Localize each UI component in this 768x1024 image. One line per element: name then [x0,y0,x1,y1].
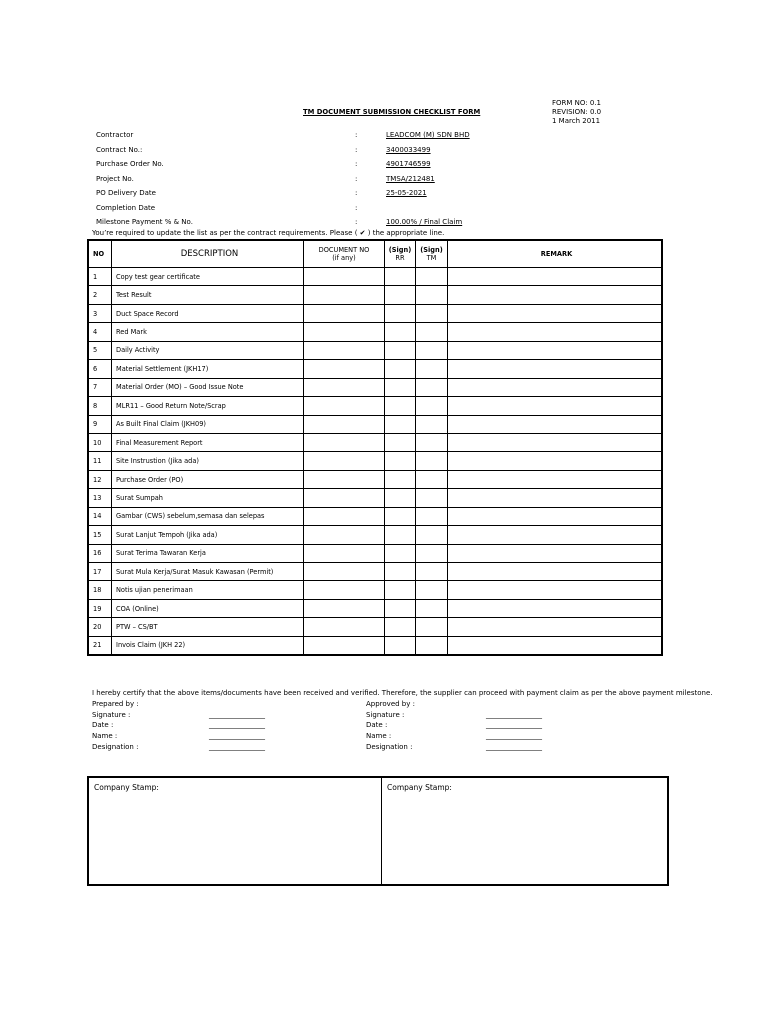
row-sign-rr-cell[interactable] [385,452,416,470]
row-document-no-cell[interactable] [304,563,385,581]
row-document-no-cell[interactable] [304,268,385,286]
designation-line[interactable]: ________________ [486,742,542,751]
row-description: Red Mark [112,323,304,341]
row-sign-rr-cell[interactable] [385,286,416,304]
row-document-no-cell[interactable] [304,470,385,488]
approved-name-row: Name : ________________ [366,732,542,741]
row-number: 2 [88,286,112,304]
company-stamp-right[interactable]: Company Stamp: [387,783,452,792]
row-remark-cell[interactable] [448,526,663,544]
row-description: Site Instrustion (Jika ada) [112,452,304,470]
row-description: Final Measurement Report [112,433,304,451]
row-description: PTW – CS/BT [112,618,304,636]
table-header-row [88,240,662,268]
prepared-designation-row: Designation : ________________ [92,742,265,751]
row-sign-tm-cell[interactable] [416,452,448,470]
row-sign-tm-cell[interactable] [416,378,448,396]
info-value: 4901746599 [386,160,431,168]
row-sign-rr-cell[interactable] [385,323,416,341]
name-line[interactable]: ________________ [486,732,542,741]
form-meta [552,99,662,126]
table-row [88,360,662,378]
info-label: PO Delivery Date [96,189,156,197]
info-label: Completion Date [96,203,156,212]
row-number: 13 [88,489,112,507]
row-number: 20 [88,618,112,636]
row-sign-tm-cell[interactable] [416,341,448,359]
signature-line[interactable]: ________________ [209,710,265,719]
row-remark-cell[interactable] [448,581,663,599]
row-sign-tm-cell[interactable] [416,433,448,451]
row-remark-cell[interactable] [448,489,663,507]
prepared-by-block [92,699,292,753]
form-number: FORM NO: 0.1 [552,99,602,107]
table-row [88,581,662,599]
approved-by-block [366,699,566,753]
info-row-project-no: Project No. : TMSA/212481 [96,174,435,183]
table-row [88,636,662,655]
row-document-no-cell[interactable] [304,323,385,341]
row-number: 4 [88,323,112,341]
row-description: Test Result [112,286,304,304]
row-sign-rr-cell[interactable] [385,341,416,359]
row-sign-rr-cell[interactable] [385,397,416,415]
row-sign-tm-cell[interactable] [416,581,448,599]
prepared-name-row: Name : ________________ [92,732,265,741]
table-row [88,452,662,470]
row-number: 5 [88,341,112,359]
prepared-signature-row: Signature : ________________ [92,710,265,719]
row-document-no-cell[interactable] [304,286,385,304]
row-document-no-cell[interactable] [304,526,385,544]
page-title: TM DOCUMENT SUBMISSION CHECKLIST FORM [303,108,481,116]
row-description: Copy test gear certificate [112,268,304,286]
info-value: TMSA/212481 [386,174,435,183]
row-sign-rr-cell[interactable] [385,360,416,378]
row-sign-tm-cell[interactable] [416,526,448,544]
row-number: 8 [88,397,112,415]
info-row-contract-no: Contract No.: : 3400033499 [96,145,431,154]
info-row-milestone: Milestone Payment % & No. : 100.00% / Final Claim [96,218,463,226]
row-description: Gambar (CWS) sebelum,semasa dan selepas [112,507,304,525]
row-description: Surat Lanjut Tempoh (Jika ada) [112,526,304,544]
row-sign-rr-cell[interactable] [385,415,416,433]
row-remark-cell[interactable] [448,360,663,378]
info-label: Purchase Order No. [96,160,164,168]
header-sign-rr: (Sign) RR [385,240,416,268]
row-document-no-cell[interactable] [304,618,385,636]
row-description: As Built Final Claim (JKH09) [112,415,304,433]
table-row [88,397,662,415]
row-document-no-cell[interactable] [304,378,385,396]
table-row [88,433,662,451]
row-number: 6 [88,360,112,378]
row-document-no-cell[interactable] [304,544,385,562]
row-sign-rr-cell[interactable] [385,618,416,636]
row-remark-cell[interactable] [448,341,663,359]
table-row [88,286,662,304]
form-date: 1 March 2011 [552,117,601,125]
header-remark: REMARK [448,240,663,268]
row-sign-tm-cell[interactable] [416,286,448,304]
row-sign-tm-cell[interactable] [416,323,448,341]
row-number: 14 [88,507,112,525]
row-description: Duct Space Record [112,304,304,322]
row-number: 18 [88,581,112,599]
row-number: 12 [88,470,112,488]
row-number: 10 [88,433,112,451]
row-remark-cell[interactable] [448,544,663,562]
signature-line[interactable]: ________________ [486,710,542,719]
info-row-completion-date: Completion Date : [96,203,358,212]
approved-designation-row: Designation : ________________ [366,742,542,751]
table-row [88,599,662,617]
row-sign-rr-cell[interactable] [385,526,416,544]
info-value: LEADCOM (M) SDN BHD [386,131,470,139]
header-document-no: DOCUMENT NO (if any) [304,240,385,268]
row-remark-cell[interactable] [448,507,663,525]
row-number: 17 [88,563,112,581]
row-description: Surat Mula Kerja/Surat Masuk Kawasan (Permit) [112,563,304,581]
row-number: 1 [88,268,112,286]
info-label: Milestone Payment % & No. [96,218,193,226]
row-sign-rr-cell[interactable] [385,470,416,488]
row-remark-cell[interactable] [448,268,663,286]
row-sign-tm-cell[interactable] [416,397,448,415]
row-remark-cell[interactable] [448,563,663,581]
prepared-date-row: Date : ________________ [92,721,265,730]
table-row [88,563,662,581]
row-sign-tm-cell[interactable] [416,599,448,617]
info-label: Contractor [96,131,134,139]
header-description: DESCRIPTION [112,240,304,268]
info-value: 100.00% / Final Claim [386,218,463,226]
row-remark-cell[interactable] [448,433,663,451]
info-section [96,131,516,233]
row-number: 9 [88,415,112,433]
row-description: Purchase Order (PO) [112,470,304,488]
row-sign-tm-cell[interactable] [416,544,448,562]
row-number: 11 [88,452,112,470]
row-sign-rr-cell[interactable] [385,581,416,599]
row-document-no-cell[interactable] [304,452,385,470]
table-row [88,507,662,525]
row-sign-rr-cell[interactable] [385,599,416,617]
row-remark-cell[interactable] [448,323,663,341]
row-description: COA (Online) [112,599,304,617]
row-sign-tm-cell[interactable] [416,489,448,507]
company-stamp-box [87,776,669,886]
row-document-no-cell[interactable] [304,636,385,655]
row-remark-cell[interactable] [448,618,663,636]
row-number: 15 [88,526,112,544]
info-row-po-no: Purchase Order No. : 4901746599 [96,160,431,168]
approved-date-row: Date : ________________ [366,721,542,730]
table-row [88,304,662,322]
row-remark-cell[interactable] [448,599,663,617]
prepared-by-title: Prepared by : [92,700,139,708]
info-value: 25-05-2021 [386,189,427,197]
row-sign-rr-cell[interactable] [385,489,416,507]
row-remark-cell[interactable] [448,470,663,488]
row-remark-cell[interactable] [448,286,663,304]
certify-statement: I hereby certify that the above items/documents have been received and verified. Therefore, the supplier can proceed with payment claim as per the above payment milestone. [92,689,713,697]
row-description: Material Order (MO) – Good Issue Note [112,378,304,396]
header-no: NO [88,240,112,268]
row-sign-rr-cell[interactable] [385,378,416,396]
approved-signature-row: Signature : ________________ [366,710,542,719]
row-description: MLR11 – Good Return Note/Scrap [112,397,304,415]
row-description: Invois Claim (JKH 22) [112,636,304,655]
row-remark-cell[interactable] [448,452,663,470]
row-sign-tm-cell[interactable] [416,304,448,322]
row-description: Material Settlement (JKH17) [112,360,304,378]
row-sign-rr-cell[interactable] [385,507,416,525]
table-row [88,470,662,488]
row-description: Surat Terima Tawaran Kerja [112,544,304,562]
row-number: 3 [88,304,112,322]
row-document-no-cell[interactable] [304,599,385,617]
table-row [88,378,662,396]
row-description: Daily Activity [112,341,304,359]
table-row [88,415,662,433]
row-number: 19 [88,599,112,617]
row-description: Surat Sumpah [112,489,304,507]
row-document-no-cell[interactable] [304,397,385,415]
row-document-no-cell[interactable] [304,433,385,451]
row-document-no-cell[interactable] [304,489,385,507]
row-sign-tm-cell[interactable] [416,470,448,488]
row-sign-rr-cell[interactable] [385,544,416,562]
company-stamp-left[interactable]: Company Stamp: [89,778,382,884]
table-row [88,526,662,544]
table-row [88,489,662,507]
row-sign-rr-cell[interactable] [385,636,416,655]
row-sign-rr-cell[interactable] [385,268,416,286]
row-sign-tm-cell[interactable] [416,360,448,378]
info-label: Project No. [96,174,134,183]
row-number: 16 [88,544,112,562]
row-number: 7 [88,378,112,396]
row-remark-cell[interactable] [448,397,663,415]
info-row-contractor: Contractor : LEADCOM (M) SDN BHD [96,131,470,139]
row-sign-tm-cell[interactable] [416,268,448,286]
form-revision: REVISION: 0.0 [552,108,602,116]
row-document-no-cell[interactable] [304,507,385,525]
approved-by-title: Approved by : [366,700,415,708]
info-row-po-delivery-date: PO Delivery Date : 25-05-2021 [96,189,427,197]
date-line[interactable]: ________________ [486,721,542,730]
row-sign-rr-cell[interactable] [385,433,416,451]
info-label: Contract No.: [96,145,143,154]
row-sign-tm-cell[interactable] [416,507,448,525]
table-body [88,268,662,656]
date-line[interactable]: ________________ [209,721,265,730]
row-sign-tm-cell[interactable] [416,618,448,636]
row-sign-rr-cell[interactable] [385,304,416,322]
row-sign-tm-cell[interactable] [416,415,448,433]
info-value: 3400033499 [386,145,431,154]
row-number: 21 [88,636,112,655]
row-document-no-cell[interactable] [304,360,385,378]
checklist-table [87,239,663,656]
row-remark-cell[interactable] [448,636,663,655]
row-document-no-cell[interactable] [304,581,385,599]
row-sign-rr-cell[interactable] [385,563,416,581]
row-remark-cell[interactable] [448,415,663,433]
table-row [88,544,662,562]
table-row [88,618,662,636]
table-row [88,341,662,359]
instruction-text: You’re required to update the list as per the contract requirements. Please ( ✔ ) the appropriate line. [92,229,445,237]
table-row [88,323,662,341]
row-remark-cell[interactable] [448,304,663,322]
row-document-no-cell[interactable] [304,341,385,359]
row-description: Notis ujian penerimaan [112,581,304,599]
table-row [88,268,662,286]
row-document-no-cell[interactable] [304,415,385,433]
row-remark-cell[interactable] [448,378,663,396]
row-sign-tm-cell[interactable] [416,563,448,581]
row-document-no-cell[interactable] [304,304,385,322]
row-sign-tm-cell[interactable] [416,636,448,655]
name-line[interactable]: ________________ [209,732,265,741]
header-sign-tm: (Sign) TM [416,240,448,268]
designation-line[interactable]: ________________ [209,742,265,751]
